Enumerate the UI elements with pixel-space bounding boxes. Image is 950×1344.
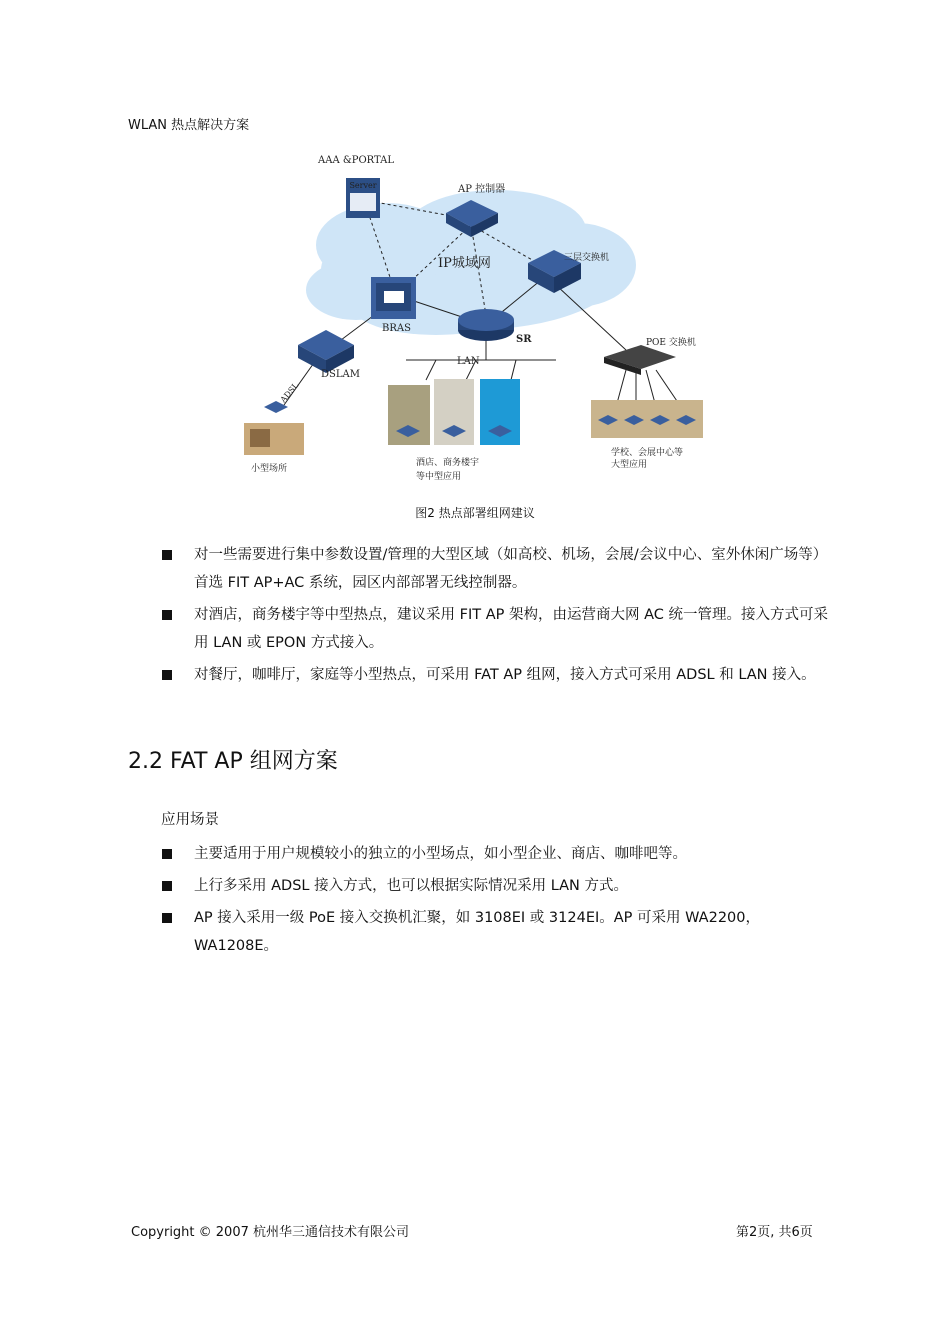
list-item-text: 主要适用于用户规模较小的独立的小型场点，如小型企业、商店、咖啡吧等。 <box>194 846 687 862</box>
small-venue-icon <box>244 401 304 455</box>
router-icon <box>458 309 514 341</box>
list-item-text: 对餐厅，咖啡厅，家庭等小型热点，可采用 FAT AP 组网，接入方式可采用 ADSL 和 LAN 接入。 <box>194 667 816 683</box>
svg-text:Server: Server <box>349 181 377 190</box>
label-school-2: 大型应用 <box>611 460 648 470</box>
label-aaa: AAA &PORTAL <box>318 155 395 166</box>
list-item <box>160 904 830 960</box>
list-item-text: 对一些需要进行集中参数设置/管理的大型区域（如高校、机场，会展/会议中心、室外休闲广场等）首选 FIT AP+AC 系统，园区内部部署无线控制器。 <box>194 547 828 591</box>
label-hotel-2: 等中型应用 <box>416 472 462 482</box>
list-item <box>160 840 830 868</box>
label-lan: LAN <box>457 356 480 367</box>
label-hotel-1: 酒店、商务楼宇 <box>416 458 480 468</box>
list-item <box>160 661 830 689</box>
poe-switch-icon <box>604 345 676 375</box>
label-l3-switch: 三层交换机 <box>564 253 610 263</box>
bullet-square-icon <box>162 913 172 923</box>
bullet-square-icon <box>162 610 172 620</box>
figure-caption: 图2 热点部署组网建议 <box>415 506 535 520</box>
bullet-square-icon <box>162 881 172 891</box>
bras-icon <box>371 277 416 319</box>
label-adsl: ADSL <box>278 380 301 405</box>
list-item <box>160 601 830 657</box>
label-ip-network: IP城域网 <box>438 256 491 271</box>
label-poe-switch: POE 交换机 <box>646 338 696 348</box>
list-item-text: AP 接入采用一级 PoE 接入交换机汇聚，如 3108EI 或 3124EI。AP 可采用 WA2200，WA1208E。 <box>194 910 761 954</box>
label-school-1: 学校、会展中心等 <box>611 448 684 458</box>
network-diagram <box>236 145 714 488</box>
list-item <box>160 541 830 597</box>
bullet-list-scenarios <box>160 840 830 964</box>
server-icon <box>346 178 380 218</box>
list-item-text: 上行多采用 ADSL 接入方式，也可以根据实际情况采用 LAN 方式。 <box>194 878 628 894</box>
label-bras: BRAS <box>382 323 411 334</box>
list-item-text: 对酒店，商务楼宇等中型热点，建议采用 FIT AP 架构，由运营商大网 AC 统一管理。接入方式可采用 LAN 或 EPON 方式接入。 <box>194 607 828 651</box>
page-header: WLAN 热点解决方案 <box>128 118 250 133</box>
buildings-icon <box>388 379 520 445</box>
label-sr: SR <box>516 334 532 345</box>
bullet-square-icon <box>162 849 172 859</box>
section-title: 2.2 FAT AP 组网方案 <box>128 749 338 774</box>
footer-copyright: Copyright © 2007 杭州华三通信技术有限公司 <box>131 1225 410 1240</box>
list-item <box>160 872 830 900</box>
bullet-square-icon <box>162 670 172 680</box>
label-dslam: DSLAM <box>321 369 360 380</box>
bullet-list-deployment <box>160 541 830 693</box>
school-icon <box>591 400 703 438</box>
label-small-venue: 小型场所 <box>251 464 288 474</box>
section-subheading: 应用场景 <box>161 812 219 828</box>
label-ap-controller: AP 控制器 <box>458 184 506 195</box>
footer-page-number: 第2页, 共6页 <box>736 1225 813 1240</box>
bullet-square-icon <box>162 550 172 560</box>
